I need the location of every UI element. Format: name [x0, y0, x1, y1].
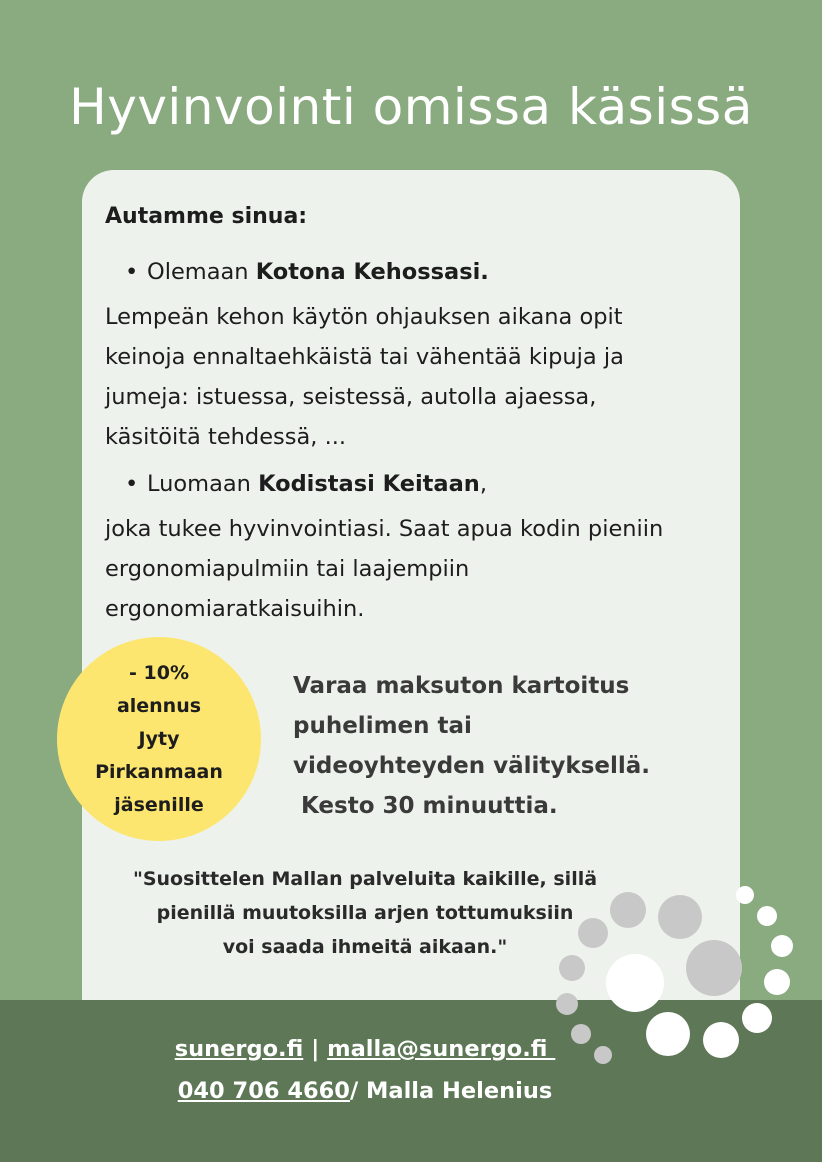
- offer-text: Varaa maksuton kartoitus puhelimen tai videoyhteyden välityksellä. Kesto 30 minuuttia.: [293, 673, 651, 819]
- bullet-kodistasi-keitaan: • Luomaan Kodistasi Keitaan,: [125, 464, 487, 504]
- page-title: Hyvinvointi omissa käsissä: [69, 78, 753, 136]
- decor-dot: [771, 935, 793, 957]
- contact-separator: |: [303, 1036, 328, 1062]
- contact-name: / Malla Helenius: [349, 1078, 553, 1104]
- website-link[interactable]: sunergo.fi: [174, 1036, 304, 1062]
- paragraph-ergonomics: joka tukee hyvinvointiasi. Saat apua kodin pieniin ergonomiapulmiin tai laajempiin ergonomiaratkaisuihin.: [105, 516, 664, 622]
- bullet-kotona-kehossasi: • Olemaan Kotona Kehossasi.: [125, 252, 489, 292]
- contact-info: [0, 1028, 730, 1112]
- email-link[interactable]: malla@sunergo.fi: [327, 1036, 556, 1062]
- testimonial-quote: "Suosittelen Mallan palveluita kaikille, sillä pienillä muutoksilla arjen tottumuksiin voi saada ihmeitä aikaan.": [132, 868, 598, 958]
- paragraph-body-use: Lempeän kehon käytön ohjauksen aikana opit keinoja ennaltaehkäistä tai vähentää kipuja ja jumeja: istuessa, seistessä, autolla ajaessa, käsitöitä tehdessä, ...: [105, 304, 624, 450]
- discount-badge: - 10% alennus Jyty Pirkanmaan jäsenille: [57, 637, 261, 841]
- decor-dot: [764, 969, 790, 995]
- bullet-dot-icon: •: [125, 471, 139, 497]
- bullet-dot-icon: •: [125, 259, 139, 285]
- phone-link[interactable]: 040 706 4660: [177, 1078, 350, 1104]
- decor-dot: [757, 906, 777, 926]
- intro-heading: Autamme sinua:: [105, 204, 308, 229]
